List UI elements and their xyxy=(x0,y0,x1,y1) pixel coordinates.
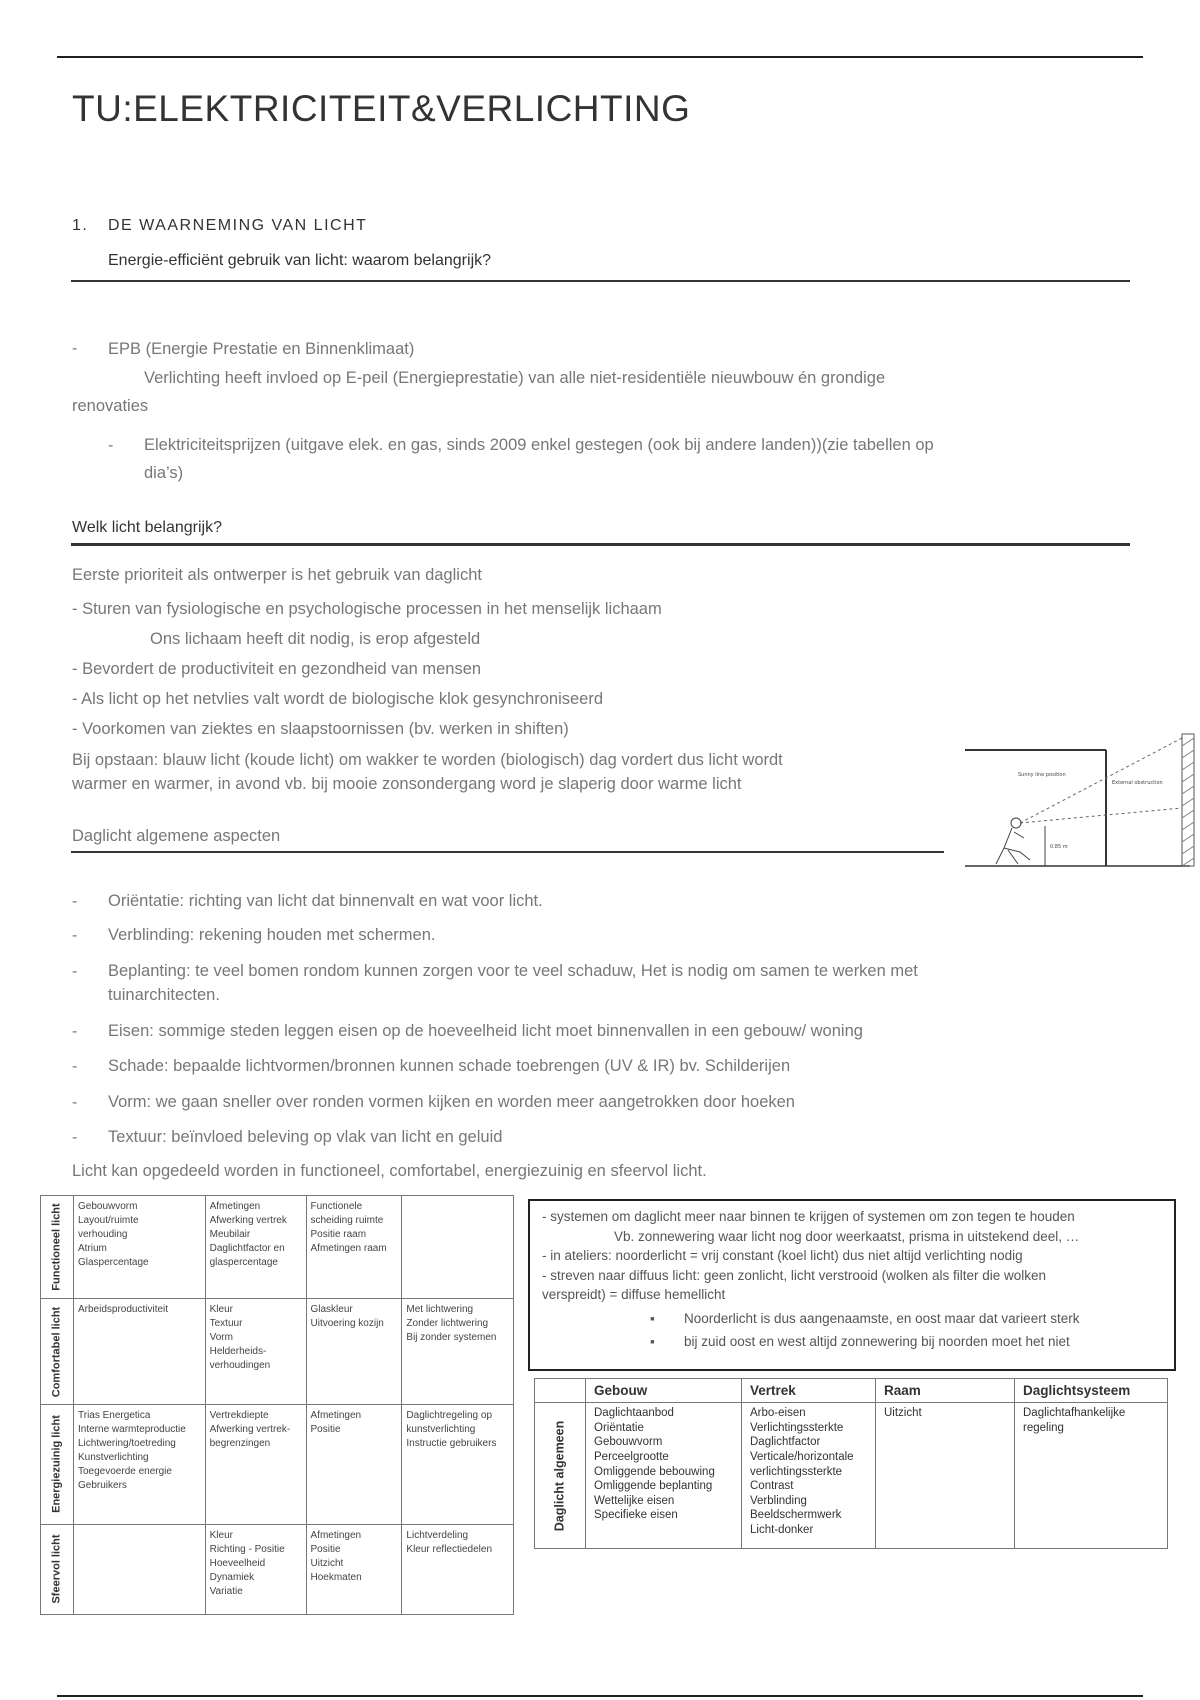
daglicht-dash: - xyxy=(72,1094,78,1111)
daglicht-bullet: Beplanting: te veel bomen rondom kunnen zorgen voor te veel schaduw, Het is nodig om samen te werken met xyxy=(108,962,918,980)
welk-heading: Welk licht belangrijk? xyxy=(72,519,222,536)
seated-person xyxy=(996,818,1030,864)
square-bullet-icon: ▪ xyxy=(650,1334,655,1350)
section-subheading: Energie-efficiënt gebruik van licht: waarom belangrijk? xyxy=(108,252,492,269)
table-cell xyxy=(74,1524,206,1614)
table-row xyxy=(41,1196,514,1299)
table-cell: Afmetingen Positie Uitzicht Hoekmaten xyxy=(306,1524,402,1614)
page-title: TU:ELEKTRICITEIT&VERLICHTING xyxy=(72,88,691,129)
table-cell: Gebouwvorm Layout/ruimte verhouding Atrium Glaspercentage xyxy=(74,1196,206,1299)
row-label: Sfeervol licht xyxy=(50,1534,63,1604)
table-header-row xyxy=(535,1379,1168,1403)
daglicht-dash: - xyxy=(72,1023,78,1040)
daglicht-underline xyxy=(71,851,944,853)
table-cell: Vertrekdiepte Afwerking vertrek- begrenzingen xyxy=(205,1404,306,1524)
row-label: Comfortabel licht xyxy=(50,1306,63,1397)
table-cell: Functionele scheiding ruimte Positie raam Afmetingen raam xyxy=(306,1196,402,1299)
table-cell: Daglichtregeling op kunstverlichting Instructie gebruikers xyxy=(402,1404,514,1524)
welk-line: Ons lichaam heeft dit nodig, is erop afgesteld xyxy=(150,630,481,648)
table-cell: Glaskleur Uitvoering kozijn xyxy=(306,1299,402,1405)
corner-cell xyxy=(535,1379,586,1403)
figure-label-height: 0.85 m xyxy=(1050,844,1068,850)
row-label: Energiezuinig licht xyxy=(50,1415,63,1514)
welk-line: Eerste prioriteit als ontwerper is het gebruik van daglicht xyxy=(72,566,482,584)
row-label-cell xyxy=(41,1299,74,1405)
table-cell: Daglichtaanbod Oriëntatie Gebouwvorm Perceelgrootte Omliggende bebouwing Omliggende beplanting Wettelijke eisen Specifieke eisen xyxy=(586,1403,742,1549)
welk-line: warmer en warmer, in avond vb. bij mooie zonsondergang word je slaperig door warme licht xyxy=(72,775,742,793)
daglicht-bullet-cont: tuinarchitecten. xyxy=(108,986,220,1004)
epb-line1: Verlichting heeft invloed op E-peil (Energieprestatie) van alle niet-residentiële nieuwbouw én grondige xyxy=(144,369,886,387)
note-line: - in ateliers: noorderlicht = vrij constant (koel licht) dus niet altijd verlichting nodig xyxy=(542,1248,1023,1264)
daylight-notes-box xyxy=(528,1199,1176,1371)
column-header: Gebouw xyxy=(586,1379,742,1403)
daglicht-dash: - xyxy=(72,1129,78,1146)
figure-label-obstruction: External obstruction xyxy=(1112,780,1163,786)
square-bullet-icon: ▪ xyxy=(650,1310,655,1326)
section-number: 1. xyxy=(72,217,89,234)
column-header: Vertrek xyxy=(742,1379,876,1403)
note-line: Vb. zonnewering waar licht nog door weerkaatst, prisma in uitstekend deel, … xyxy=(614,1228,1080,1244)
daglicht-dash: - xyxy=(72,963,78,980)
daglicht-summary: Licht kan opgedeeld worden in functioneel, comfortabel, energiezuinig en sfeervol licht. xyxy=(72,1162,707,1180)
daglicht-heading: Daglicht algemene aspecten xyxy=(72,827,281,845)
note-bullet xyxy=(542,1332,1162,1352)
row-label: Functioneel licht xyxy=(50,1203,63,1291)
table-cell: Arbeidsproductiviteit xyxy=(74,1299,206,1405)
note-line: verspreidt) = diffuse hemellicht xyxy=(542,1287,726,1303)
table-cell: Uitzicht xyxy=(876,1403,1015,1549)
table-cell: Lichtverdeling Kleur reflectiedelen xyxy=(402,1524,514,1614)
welk-line: - Voorkomen van ziektes en slaapstoornissen (bv. werken in shiften) xyxy=(72,720,569,738)
table-row xyxy=(41,1299,514,1405)
table-cell: Afmetingen Positie xyxy=(306,1404,402,1524)
table-cell: Afmetingen Afwerking vertrek Meubilair Daglichtfactor en glaspercentage xyxy=(205,1196,306,1299)
table-row xyxy=(41,1404,514,1524)
epb-dash: - xyxy=(72,340,78,357)
column-header: Daglichtsysteem xyxy=(1015,1379,1168,1403)
note-bullet-text: Noorderlicht is dus aangenaamste, en oost maar dat varieert sterk xyxy=(684,1310,1080,1326)
epb-sub-line1: Elektriciteitsprijzen (uitgave elek. en gas, sinds 2009 enkel gestegen (ook bij andere landen))(zie tabellen op xyxy=(144,436,934,454)
table-row xyxy=(41,1524,514,1614)
daglicht-bullet: Oriëntatie: richting van licht dat binnenvalt en wat voor licht. xyxy=(108,892,543,910)
row-label-cell xyxy=(41,1196,74,1299)
window-sightline-figure xyxy=(960,728,1200,870)
welk-line: - Als licht op het netvlies valt wordt de biologische klok gesynchroniseerd xyxy=(72,690,604,708)
daglicht-bullet: Schade: bepaalde lichtvormen/bronnen kunnen schade toebrengen (UV & IR) bv. Schilderijen xyxy=(108,1057,791,1075)
daglicht-algemeen-table xyxy=(534,1378,1168,1549)
row-label-cell xyxy=(41,1524,74,1614)
sight-line xyxy=(1020,808,1182,823)
light-categories-table xyxy=(40,1195,514,1615)
row-label: Daglicht algemeen xyxy=(552,1420,567,1531)
subheading-underline xyxy=(71,280,1130,282)
note-bullet xyxy=(542,1309,1162,1329)
column-header: Raam xyxy=(876,1379,1015,1403)
table-cell: Trias Energetica Interne warmteproductie Lichtwering/toetreding Kunstverlichting Toegevoerde energie Gebruikers xyxy=(74,1404,206,1524)
table-row xyxy=(535,1403,1168,1549)
daglicht-dash: - xyxy=(72,927,78,944)
daglicht-bullet: Eisen: sommige steden leggen eisen op de hoeveelheid licht moet binnenvallen in een gebouw/ woning xyxy=(108,1022,863,1040)
top-rule xyxy=(57,56,1143,58)
welk-line: Bij opstaan: blauw licht (koude licht) om wakker te worden (biologisch) dag vordert dus licht wordt xyxy=(72,751,783,769)
table-cell: Kleur Textuur Vorm Helderheids- verhoudingen xyxy=(205,1299,306,1405)
daglicht-bullet: Textuur: beïnvloed beleving op vlak van licht en geluid xyxy=(108,1128,503,1146)
figure-label-sky: Sunny line position xyxy=(1018,772,1066,778)
table-cell: Kleur Richting - Positie Hoeveelheid Dynamiek Variatie xyxy=(205,1524,306,1614)
daglicht-bullet: Vorm: we gaan sneller over ronden vormen kijken en worden meer aangetrokken door hoeken xyxy=(108,1093,795,1111)
row-label-cell xyxy=(535,1403,586,1549)
epb-sub-dash: - xyxy=(108,437,114,454)
row-label-cell xyxy=(41,1404,74,1524)
bottom-rule xyxy=(57,1695,1143,1697)
daglicht-dash: - xyxy=(72,893,78,910)
note-line: - streven naar diffuus licht: geen zonlicht, licht verstrooid (wolken als filter die wolken xyxy=(542,1267,1046,1283)
daglicht-bullet: Verblinding: rekening houden met schermen. xyxy=(108,926,436,944)
table-cell: Met lichtwering Zonder lichtwering Bij zonder systemen xyxy=(402,1299,514,1405)
epb-item: EPB (Energie Prestatie en Binnenklimaat) xyxy=(108,340,415,358)
note-line: - systemen om daglicht meer naar binnen te krijgen of systemen om zon tegen te houden xyxy=(542,1209,1075,1224)
table-cell: Daglichtafhankelijke regeling xyxy=(1015,1403,1168,1549)
note-bullet-text: bij zuid oost en west altijd zonnewering bij noorden moet het niet xyxy=(684,1334,1070,1350)
table-cell: Arbo-eisen Verlichtingssterkte Daglichtfactor Verticale/horizontale verlichtingssterkte Contrast Verblinding Beeldschermwerk Licht-donker xyxy=(742,1403,876,1549)
daglicht-dash: - xyxy=(72,1058,78,1075)
welk-line: - Sturen van fysiologische en psychologische processen in het menselijk lichaam xyxy=(72,600,662,618)
table-cell xyxy=(402,1196,514,1299)
welk-underline xyxy=(71,543,1130,546)
epb-line2: renovaties xyxy=(72,397,149,415)
welk-line: - Bevordert de productiviteit en gezondheid van mensen xyxy=(72,660,482,678)
section-title: DE WAARNEMING VAN LICHT xyxy=(108,217,368,234)
epb-sub-line2: dia’s) xyxy=(144,464,184,482)
